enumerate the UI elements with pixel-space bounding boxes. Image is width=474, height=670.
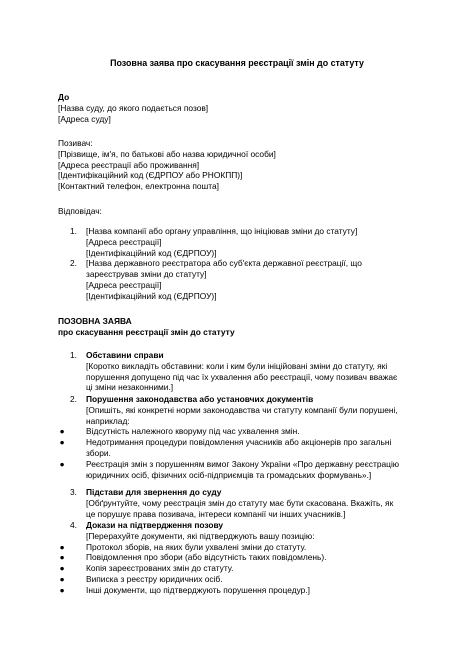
defendant-code: [Ідентифікаційний код (ЄДРПОУ)]	[86, 290, 217, 301]
bullet-icon: ●	[59, 563, 65, 574]
section-grounds	[58, 487, 428, 519]
defendant-address: [Адреса реєстрації]	[86, 236, 162, 247]
defendant-code: [Ідентифікаційний код (ЄДРПОУ)]	[86, 247, 217, 258]
addressee-block	[58, 92, 428, 124]
section-text: наприклад:	[86, 415, 130, 426]
section-text: [Опишіть, які конкретні норми законодавства чи статуту компанії були порушені,	[86, 404, 398, 415]
defendant-name: [Назва компанії або органу управління, що ініціював зміни до статуту]	[86, 226, 358, 236]
section-evidence	[58, 520, 428, 596]
section-text: порушення допущено під час їх ухвалення або реєстрації, чому позивач вважає	[86, 371, 398, 382]
bullet-icon: ●	[59, 437, 65, 448]
plaintiff-heading: Позивач:	[58, 138, 93, 148]
bullet-text: Відсутність належного кворуму під час ухвалення змін.	[86, 426, 300, 437]
bullet-text: Реєстрація змін з порушенням вимог Закону України «Про державну реєстрацію	[86, 458, 400, 469]
court-name: [Назва суду, до якого подається позов]	[58, 102, 209, 113]
bullet-text: Інші документи, що підтверджують порушення процедур.]	[86, 584, 310, 595]
bullet-text: Протокол зборів, на яких були ухвалені зміни до статуту.	[86, 541, 307, 552]
section-item	[58, 394, 428, 426]
list-number: 3.	[70, 487, 77, 497]
defendant-name: зареєстрував зміни до статуту]	[86, 269, 207, 280]
list-number: 1.	[70, 226, 77, 236]
section-text: [Перерахуйте документи, які підтверджують вашу позицію:	[86, 530, 315, 541]
section-title: Порушення законодавства або установчих документів	[86, 394, 314, 404]
bullet-icon: ●	[59, 584, 65, 595]
plaintiff-line: [Прізвище, ім'я, по батькові або назва юридичної особи]	[58, 148, 276, 159]
list-number: 4.	[70, 520, 77, 530]
bullet-text: Недотримання процедури повідомлення учасників або акціонерів про загальні	[86, 437, 392, 448]
section-text: [Обґрунтуйте, чому реєстрація змін до статуту має бути скасована. Вкажіть, як	[86, 497, 394, 508]
claim-heading: ПОЗОВНА ЗАЯВА	[58, 316, 132, 326]
section-item	[58, 350, 428, 393]
bullet-item	[58, 552, 428, 563]
document-title: Позовна заява про скасування реєстрації змін до статуту	[110, 58, 364, 68]
section-item	[58, 487, 428, 519]
section-title: Докази на підтвердження позову	[86, 520, 224, 530]
section-text: ці зміни незаконними.]	[86, 382, 174, 393]
plaintiff-block	[58, 138, 428, 192]
bullet-icon: ●	[59, 573, 65, 584]
defendant-address: [Адреса реєстрації]	[86, 279, 162, 290]
plaintiff-line: [Контактний телефон, електронна пошта]	[58, 181, 219, 192]
claim-subheading: про скасування реєстрації змін до статуту	[58, 326, 235, 337]
defendant-list	[58, 226, 428, 302]
section-text: [Коротко викладіть обставини: коли і ким були ініційовані зміни до статуту, які	[86, 360, 388, 371]
bullet-icon: ●	[59, 426, 65, 437]
defendant-item	[58, 258, 428, 301]
bullet-text: збори.	[86, 447, 111, 458]
court-address: [Адреса суду]	[58, 113, 111, 124]
section-text: це порушує права позивача, інтереси компанії чи інших учасників.]	[86, 508, 346, 519]
list-number: 2.	[70, 258, 77, 269]
defendant-name: [Назва державного реєстратора або суб'єкта державної реєстрації, що	[86, 258, 362, 269]
bullet-text: Повідомлення про збори (або відсутність таких повідомлень).	[86, 552, 327, 563]
bullet-item	[58, 542, 428, 553]
list-number: 1.	[70, 350, 77, 360]
section-circumstances	[58, 350, 428, 393]
section-violations	[58, 394, 428, 480]
bullet-text: юридичних осіб, фізичних осіб-підприємців та громадських формувань».]	[86, 469, 372, 480]
bullet-icon: ●	[59, 541, 65, 552]
bullet-item	[58, 574, 428, 585]
section-title: Підстави для звернення до суду	[86, 487, 222, 497]
section-item	[58, 520, 428, 542]
bullet-icon: ●	[59, 552, 65, 563]
defendant-item	[58, 226, 428, 258]
plaintiff-line: [Ідентифікаційний код (ЄДРПОУ або РНОКПП)]	[58, 170, 243, 181]
bullet-item	[58, 585, 428, 596]
plaintiff-line: [Адреса реєстрації або проживання]	[58, 159, 200, 170]
bullet-icon: ●	[59, 458, 65, 469]
bullet-text: Копія зареєстрованих змін до статуту.	[86, 563, 234, 574]
section-title: Обставини справи	[86, 350, 164, 360]
addressee-heading: До	[58, 92, 70, 102]
bullet-item	[58, 459, 428, 481]
bullet-item	[58, 437, 428, 459]
bullet-item	[58, 563, 428, 574]
bullet-item	[58, 426, 428, 437]
list-number: 2.	[70, 394, 77, 404]
claim-heading-block	[58, 316, 428, 338]
defendant-heading: Відповідач:	[58, 206, 102, 216]
bullet-text: Виписка з реєстру юридичних осіб.	[86, 573, 223, 584]
